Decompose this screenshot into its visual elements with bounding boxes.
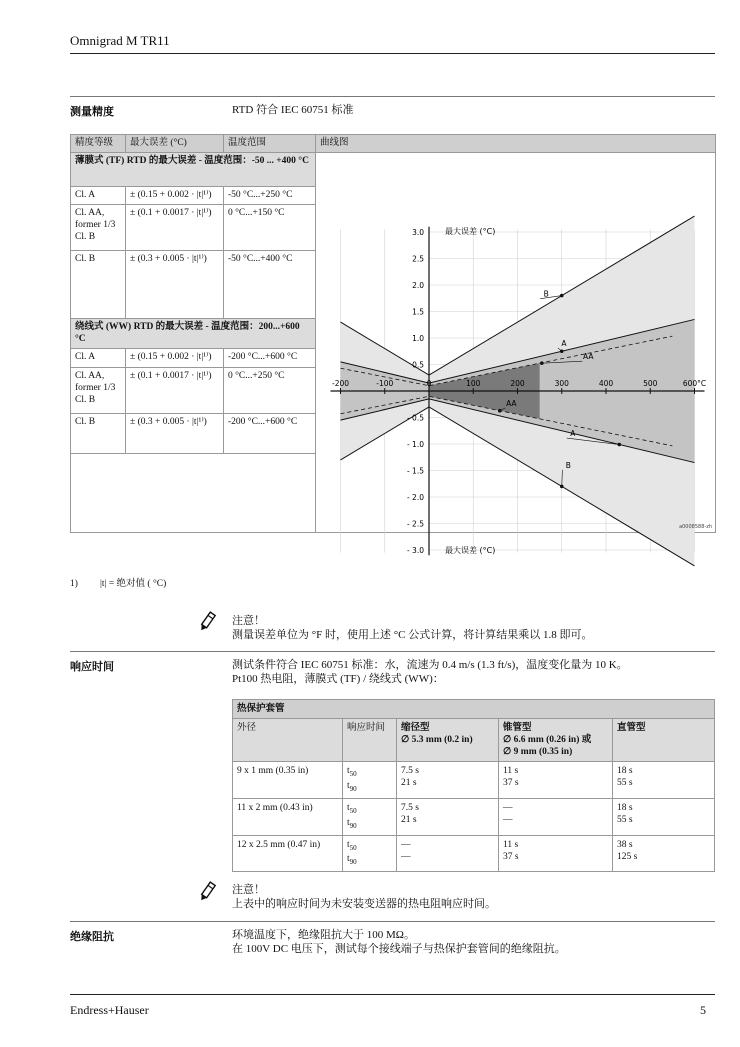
pencil-icon — [196, 881, 218, 903]
col-response-time: 响应时间 — [343, 719, 397, 762]
y-tick-label: 1.0 — [412, 334, 424, 343]
t-symbol: t — [347, 817, 350, 828]
col-curve: 曲线图 — [316, 135, 716, 153]
row2-str-t90: 55 s — [617, 814, 633, 825]
col-outer-diameter: 外径 — [233, 719, 343, 762]
row2-red-t50: 7.5 s — [401, 802, 419, 813]
x-tick-label: -200 — [331, 379, 350, 388]
footnote-text: |t| = 绝对值 ( °C) — [100, 579, 167, 589]
t50-sub: 50 — [349, 806, 357, 815]
accuracy-table — [70, 134, 716, 555]
row1-tap-t50: 11 s — [503, 766, 519, 776]
x-tick-label: 200 — [510, 379, 525, 388]
row3-str-t90: 125 s — [617, 851, 638, 862]
figure-code: a0008588-zh — [679, 524, 712, 530]
x-tick-label: 0 — [426, 379, 432, 388]
t50-sub: 50 — [349, 843, 357, 852]
y-tick-label: 0.5 — [412, 360, 424, 370]
y-tick-label: - 1.5 — [406, 466, 424, 476]
row2-red-t90: 21 s — [401, 814, 417, 825]
accuracy-chart — [316, 153, 716, 555]
col-tapered-dim2: ∅ 9 mm (0.35 in) — [503, 747, 573, 757]
pencil-icon — [196, 611, 218, 633]
tf-err-a: ± (0.15 + 0.002 · |t|¹⁾) — [126, 187, 224, 205]
section-rule — [70, 921, 715, 922]
col-max-error: 最大误差 (°C) — [126, 135, 224, 153]
tf-err-aa: ± (0.1 + 0.0017 · |t|¹⁾) — [126, 205, 224, 251]
row1-od: 9 x 1 mm (0.35 in) — [233, 762, 343, 799]
series-label-a: A — [570, 429, 576, 439]
ww-err-aa: ± (0.1 + 0.0017 · |t|¹⁾) — [126, 367, 224, 413]
section-rule — [70, 96, 715, 97]
t-symbol: t — [347, 839, 350, 850]
y-tick-label: - 3.0 — [406, 546, 424, 555]
col-tapered: 锥管型 — [503, 723, 532, 733]
y-tick-label: 2.5 — [412, 254, 424, 264]
accuracy-intro: RTD 符合 IEC 60751 标准 — [232, 104, 354, 116]
series-label-aa: AA — [506, 398, 517, 408]
tf-class-aa: Cl. AA, former 1/3 Cl. B — [71, 205, 126, 251]
page-number: 5 — [700, 1003, 706, 1017]
x-tick-label: 500 — [643, 379, 658, 388]
series-label-b: B — [543, 289, 549, 299]
t-symbol: t — [347, 802, 350, 813]
ww-range-b: -200 °C...+600 °C — [224, 413, 316, 453]
ww-class-aa: Cl. AA, former 1/3 Cl. B — [71, 367, 126, 413]
response-table — [232, 699, 715, 872]
insulation-line1: 环境温度下，绝缘阻抗大于 100 MΩ。 — [232, 929, 415, 941]
y-axis-label-top: 最大误差 (°C) — [445, 227, 496, 236]
footnote-number: 1) — [70, 579, 78, 589]
note2-title: 注意！ — [232, 884, 265, 896]
footer-brand: Endress+Hauser — [70, 1003, 149, 1017]
t90-sub: 90 — [349, 821, 357, 830]
note2-text: 上表中的响应时间为未安装变送器的热电阻响应时间。 — [232, 898, 496, 910]
row2-tap-t90: — — [503, 814, 513, 825]
y-tick-label: 1.5 — [412, 307, 424, 317]
response-line1: 测试条件符合 IEC 60751 标准：水，流速为 0.4 m/s (1.3 ft/s)，温度变化量为 10 K。 — [232, 659, 628, 671]
x-tick-label: 300 — [554, 379, 569, 388]
section-rule — [70, 651, 715, 652]
y-tick-label: 2.0 — [412, 281, 424, 290]
ww-err-b: ± (0.3 + 0.005 · |t|¹⁾) — [126, 413, 224, 453]
document-title: Omnigrad M TR11 — [70, 33, 170, 48]
ww-class-a: Cl. A — [71, 349, 126, 367]
ww-err-a: ± (0.15 + 0.002 · |t|¹⁾) — [126, 349, 224, 367]
tf-range-a: -50 °C...+250 °C — [224, 187, 316, 205]
tf-range-b: -50 °C...+400 °C — [224, 251, 316, 319]
row3-tap-t90: 37 s — [503, 851, 519, 862]
series-marker-aa — [498, 409, 502, 413]
tf-class-a: Cl. A — [71, 187, 126, 205]
series-label-a: A — [561, 338, 567, 348]
row3-red-t50: — — [401, 839, 411, 850]
row1-str-t50: 18 s — [617, 766, 633, 776]
sheath-title: 热保护套管 — [233, 700, 715, 719]
row2-od: 11 x 2 mm (0.43 in) — [233, 798, 343, 835]
row1-tap-t90: 37 s — [503, 778, 519, 788]
tf-range-aa: 0 °C...+150 °C — [224, 205, 316, 251]
insulation-line2: 在 100V DC 电压下，测试每个接线端子与热保护套管间的绝缘阻抗。 — [232, 943, 566, 955]
footer-rule — [70, 994, 715, 995]
y-axis-label-bottom: 最大误差 (°C) — [445, 546, 496, 555]
row3-str-t50: 38 s — [617, 839, 633, 850]
t-symbol: t — [347, 854, 350, 865]
tf-err-b: ± (0.3 + 0.005 · |t|¹⁾) — [126, 251, 224, 319]
chart-cell — [316, 153, 716, 555]
x-tick-label: -100 — [376, 379, 394, 388]
accuracy-label: 测量精度 — [70, 105, 114, 118]
row3-red-t90: — — [401, 851, 411, 862]
col-tapered-dim1: ∅ 6.6 mm (0.26 in) 或 — [503, 735, 592, 745]
x-tick-label: 400 — [598, 379, 614, 388]
row1-red-t90: 21 s — [401, 778, 417, 788]
row2-tap-t50: — — [503, 802, 513, 813]
header-rule — [70, 53, 715, 54]
left-spacer — [71, 453, 316, 532]
col-straight: 直管型 — [617, 723, 646, 733]
t50-sub: 50 — [349, 769, 357, 778]
ww-group-header: 绕线式 (WW) RTD 的最大误差 - 温度范围：200...+600 °C — [71, 319, 316, 349]
col-temp-range: 温度范围 — [224, 135, 316, 153]
row1-red-t50: 7.5 s — [401, 766, 419, 776]
t-symbol: t — [347, 766, 350, 776]
row3-tap-t50: 11 s — [503, 839, 519, 850]
insulation-label: 绝缘阻抗 — [70, 930, 114, 943]
tf-class-b: Cl. B — [71, 251, 126, 319]
response-line2: Pt100 热电阻，薄膜式 (TF) / 绕线式 (WW)： — [232, 673, 444, 685]
y-tick-label: - 2.5 — [406, 519, 424, 529]
row2-str-t50: 18 s — [617, 802, 633, 813]
row1-str-t90: 55 s — [617, 778, 633, 788]
t90-sub: 90 — [349, 858, 357, 867]
series-label-aa: AA — [583, 352, 594, 362]
t-symbol: t — [347, 780, 350, 791]
col-reduced: 缩径型 — [401, 723, 430, 733]
t90-sub: 90 — [349, 784, 357, 793]
note1-title: 注意！ — [232, 615, 265, 627]
ww-range-a: -200 °C...+600 °C — [224, 349, 316, 367]
y-tick-label: - 0.5 — [406, 413, 424, 423]
ww-class-b: Cl. B — [71, 413, 126, 453]
col-reduced-dim: ∅ 5.3 mm (0.2 in) — [401, 735, 473, 745]
y-tick-label: - 2.0 — [406, 493, 424, 502]
col-class: 精度等级 — [71, 135, 126, 153]
tf-group-header: 薄膜式 (TF) RTD 的最大误差 - 温度范围：-50 ... +400 °C — [71, 153, 316, 187]
x-tick-label: 600°C — [682, 379, 707, 388]
series-label-b: B — [565, 460, 571, 470]
ww-range-aa: 0 °C...+250 °C — [224, 367, 316, 413]
y-tick-label: 3.0 — [412, 228, 424, 237]
response-label: 响应时间 — [70, 660, 114, 673]
y-tick-label: - 1.0 — [406, 440, 424, 449]
row3-od: 12 x 2.5 mm (0.47 in) — [233, 835, 343, 872]
note1-text: 测量误差单位为 °F 时，使用上述 °C 公式计算，将计算结果乘以 1.8 即可。 — [232, 629, 593, 641]
x-tick-label: 100 — [466, 379, 481, 388]
